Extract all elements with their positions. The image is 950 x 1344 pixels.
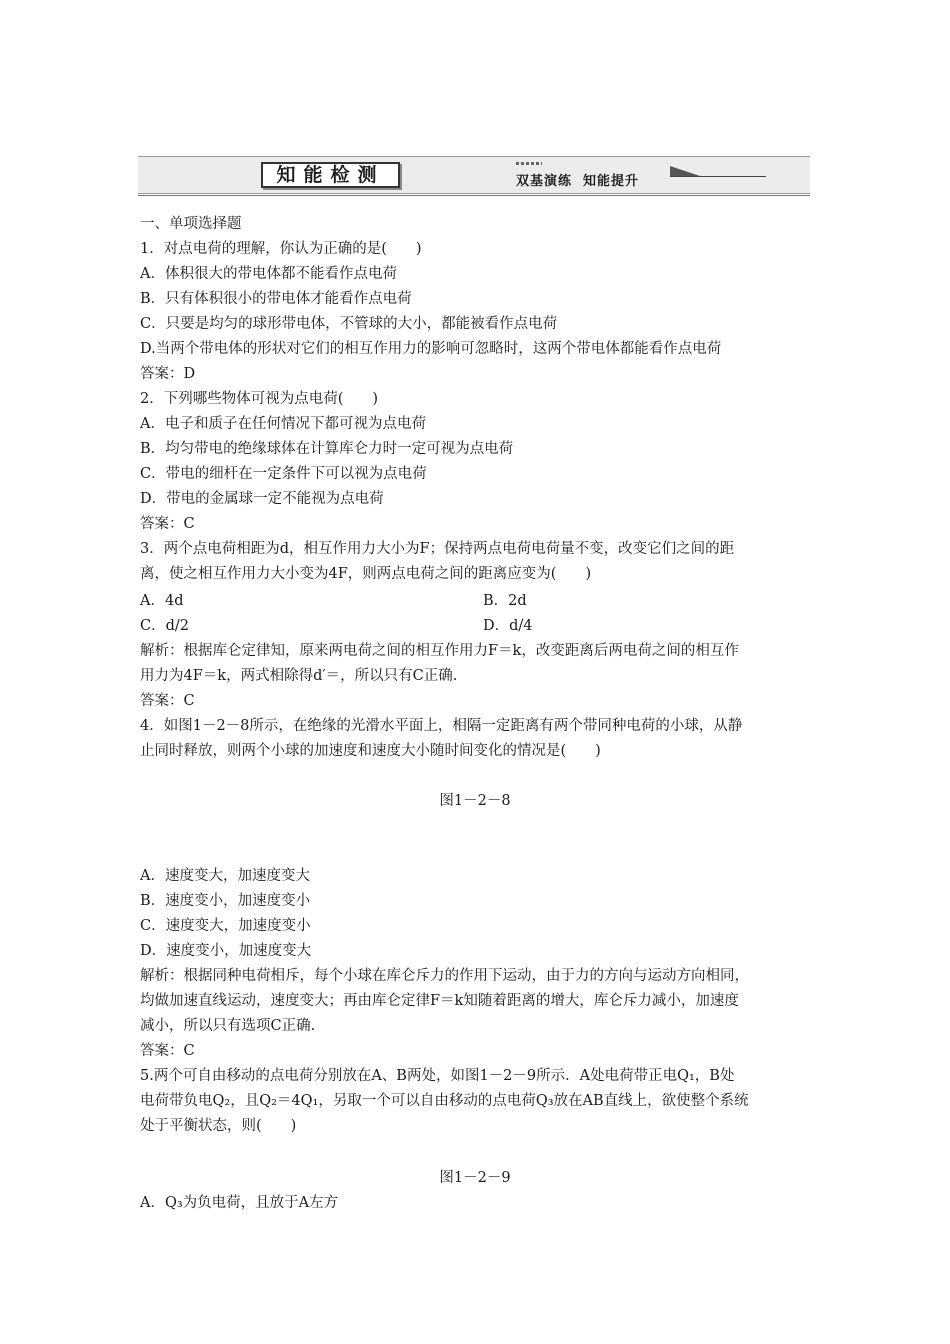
figure-caption-fig129: 图1－2－9 (439, 1170, 511, 1186)
text-line-q1d: D.当两个带电体的形状对它们的相互作用力的影响可忽略时，这两个带电体都能看作点电荷 (140, 341, 722, 357)
text-line-q4d: D．速度变小，加速度变大 (140, 943, 312, 959)
text-line-a4: 答案：C (140, 1043, 195, 1059)
text-line-q2b: B．均匀带电的绝缘球体在计算库仑力时一定可视为点电荷 (140, 441, 514, 457)
text-line-q1c: C．只要是均匀的球形带电体，不管球的大小，都能被看作点电荷 (140, 316, 558, 332)
text-line-q4c: C．速度变大，加速度变小 (140, 918, 311, 934)
decorative-dots (516, 162, 542, 165)
text-line-q4a: A．速度变大，加速度变大 (140, 868, 310, 884)
text-line-s3l2: 用力为4F＝k，两式相除得d′＝，所以只有C正确. (140, 668, 458, 684)
text-line-q2a: A．电子和质子在任何情况下都可视为点电荷 (140, 416, 426, 432)
text-line-a3: 答案：C (140, 693, 195, 709)
section-banner (138, 156, 810, 196)
text-line-q3l1: 3．两个点电荷相距为d，相互作用力大小为F；保持两点电荷电荷量不变，改变它们之间的距 (140, 541, 735, 557)
text-line-q5l3: 处于平衡状态，则( ) (140, 1118, 297, 1134)
text-line-q3d: D．d/4 (483, 618, 533, 634)
text-line-a2: 答案：C (140, 516, 195, 532)
decorative-wedge (670, 166, 700, 176)
banner-subtitle: 双基演练 知能提升 (516, 174, 640, 189)
text-line-q4b: B．速度变小，加速度变小 (140, 893, 311, 909)
text-line-q1b: B．只有体积很小的带电体才能看作点电荷 (140, 291, 412, 307)
text-line-q3b: B．2d (483, 593, 527, 609)
text-line-q3l2: 离，使之相互作用力大小变为4F，则两点电荷之间的距离应变为( ) (140, 566, 592, 582)
text-line-a1: 答案：D (140, 366, 196, 382)
text-line-s4l1: 解析：根据同种电荷相斥，每个小球在库仑斥力的作用下运动，由于力的方向与运动方向相同， (140, 968, 749, 984)
text-line-q1a: A．体积很大的带电体都不能看作点电荷 (140, 266, 397, 282)
banner-background (138, 156, 810, 194)
text-line-section: 一、单项选择题 (140, 216, 242, 232)
text-line-q3a: A．4d (140, 593, 184, 609)
banner-title: 知能检测 (261, 162, 400, 188)
text-line-s3l1: 解析：根据库仑定律知，原来两电荷之间的相互作用力F＝k，改变距离后两电荷之间的相互作 (140, 643, 739, 659)
text-line-s4l2: 均做加速直线运动，速度变大；再由库仑定律F＝k知随着距离的增大，库仑斥力减小，加速度 (140, 993, 739, 1009)
text-line-q5l2: 电荷带负电Q₂，且Q₂＝4Q₁，另取一个可以自由移动的点电荷Q₃放在AB直线上，欲使整个系统 (140, 1093, 749, 1109)
text-line-q4l1: 4．如图1－2－8所示，在绝缘的光滑水平面上，相隔一定距离有两个带同种电荷的小球，从静 (140, 718, 743, 734)
text-line-q2d: D．带电的金属球一定不能视为点电荷 (140, 491, 384, 507)
text-line-q2: 2．下列哪些物体可视为点电荷( ) (140, 391, 379, 407)
banner-divider (138, 195, 810, 196)
text-line-s4l3: 减小，所以只有选项C正确. (140, 1018, 316, 1034)
figure-caption-fig128: 图1－2－8 (439, 793, 511, 809)
text-line-q4l2: 止同时释放，则两个小球的加速度和速度大小随时间变化的情况是( ) (140, 743, 601, 759)
text-line-q5l1: 5.两个可自由移动的点电荷分别放在A、B两处，如图1－2－9所示．A处电荷带正电Q₁，B处 (140, 1068, 735, 1084)
text-line-q2c: C．带电的细杆在一定条件下可以视为点电荷 (140, 466, 427, 482)
text-line-q1: 1．对点电荷的理解，你认为正确的是( ) (140, 241, 422, 257)
text-line-q5a: A．Q₃为负电荷，且放于A左方 (140, 1195, 339, 1211)
decorative-line (670, 176, 766, 177)
text-line-q3c: C．d/2 (140, 618, 189, 634)
